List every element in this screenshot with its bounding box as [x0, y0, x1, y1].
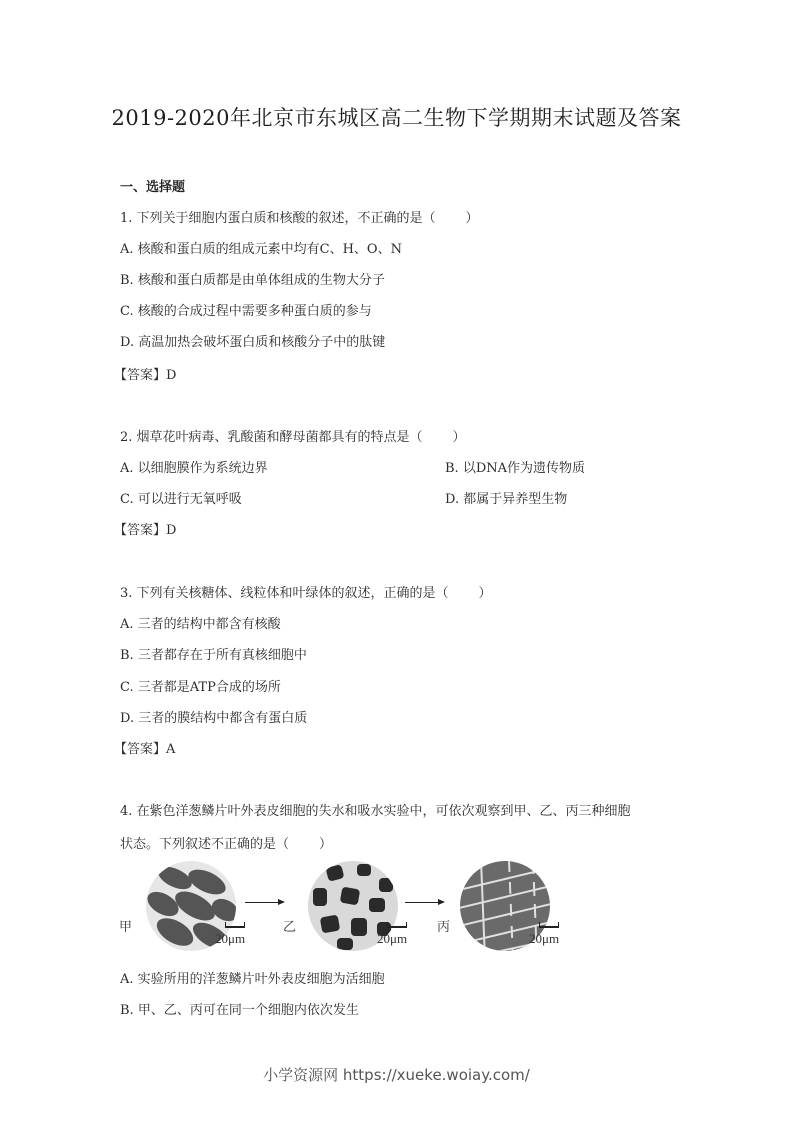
question-2-stem: [120, 426, 466, 445]
question-2-option-b: B. 以DNA作为遗传物质: [445, 461, 586, 476]
cell-label-jia: 甲: [119, 920, 133, 935]
question-1-option-d: D. 高温加热会破坏蛋白质和核酸分子中的肽键: [120, 335, 386, 350]
question-stem-text: 2. 烟草花叶病毒、乳酸菌和酵母菌都具有的特点是（: [120, 430, 423, 445]
cell-label-bing: 丙: [437, 920, 451, 935]
cell-label-yi: 乙: [283, 920, 297, 935]
question-3-option-c: C. 三者都是ATP合成的场所: [120, 680, 281, 695]
footer-watermark: 小学资源网 https://xueke.woiay.com/: [263, 1066, 530, 1084]
scale-bar: [387, 922, 407, 928]
question-stem-end: ）: [319, 837, 333, 852]
question-2-option-c: C. 可以进行无氧呼吸: [120, 492, 242, 507]
scale-label: 20μm: [215, 931, 246, 946]
question-3-answer: 【答案】A: [114, 742, 176, 757]
question-1-stem: [120, 207, 479, 226]
arrow-icon: [405, 902, 443, 903]
question-4-option-b: B. 甲、乙、丙可在同一个细胞内依次发生: [120, 1003, 359, 1018]
question-stem-end: ）: [478, 586, 492, 601]
question-stem-end: ）: [452, 430, 466, 445]
scale-label: 20μm: [529, 931, 560, 946]
question-1-answer: 【答案】D: [114, 368, 177, 383]
question-2-option-d: D. 都属于异养型生物: [445, 492, 568, 507]
arrow-icon: [245, 902, 283, 903]
question-stem-text: 1. 下列关于细胞内蛋白质和核酸的叙述，不正确的是（: [120, 211, 436, 226]
document-title: 2019-2020年北京市东城区高二生物下学期期末试题及答案: [111, 106, 682, 130]
question-stem-end: ）: [465, 211, 479, 226]
question-4-stem-line2: [120, 833, 332, 852]
question-4-stem: 4. 在紫色洋葱鳞片叶外表皮细胞的失水和吸水实验中，可依次观察到甲、乙、丙三种细胞: [120, 804, 631, 819]
scale-bar: [539, 922, 559, 928]
question-3-option-a: A. 三者的结构中都含有核酸: [120, 617, 281, 632]
scale-bar: [225, 922, 245, 928]
cell-state-figure: [115, 858, 585, 953]
question-1-option-a: A. 核酸和蛋白质的组成元素中均有C、H、O、N: [120, 242, 402, 257]
question-2-answer: 【答案】D: [114, 523, 177, 538]
question-1-option-b: B. 核酸和蛋白质都是由单体组成的生物大分子: [120, 273, 385, 288]
scale-label: 20μm: [377, 931, 408, 946]
question-1-option-c: C. 核酸的合成过程中需要多种蛋白质的参与: [120, 304, 372, 319]
question-stem-text: 3. 下列有关核糖体、线粒体和叶绿体的叙述，正确的是（: [120, 586, 449, 601]
question-4-option-a: A. 实验所用的洋葱鳞片叶外表皮细胞为活细胞: [120, 972, 385, 987]
section-heading: 一、选择题: [120, 180, 186, 195]
question-3-option-d: D. 三者的膜结构中都含有蛋白质: [120, 711, 308, 726]
question-2-option-a: A. 以细胞膜作为系统边界: [120, 461, 268, 476]
question-3-stem: [120, 582, 492, 601]
question-3-option-b: B. 三者都存在于所有真核细胞中: [120, 648, 307, 663]
question-stem-text: 状态。下列叙述不正确的是（: [120, 837, 290, 852]
